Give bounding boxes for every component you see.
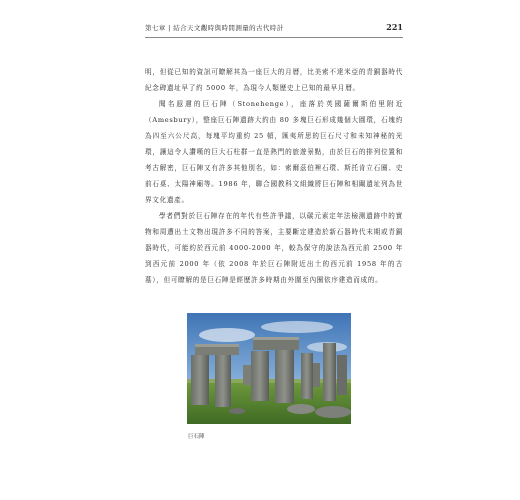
paragraph: 聞名遐邇的巨石陣（Stonehenge），座落於英國薩爾斯伯里附近（Amesbury），整座巨石陣遺跡大約由 80 多塊巨石形成幾個大圓環，石塊約為四至六公尺高，每塊平均重約 25 頓，匯夷所思的巨石尺寸和未知神秘的光環，讓這令人讚嘆的巨大石柱群一直是熱門的旅遊景點，由於巨石的排列位置和考古解密，巨石陣又有許多其他別名，如：索爾茲伯裡石環、斯托肯立石圈、史前石桌、太陽神廟等。1986 年，聯合國教科文組織將巨石陣和相關遺址列為世界文化遺產。: [145, 100, 403, 204]
chapter-title: 第七章 | 結合天文觀時與時間測量的古代時計: [145, 24, 284, 32]
paragraph: 學者們對於巨石陣存在的年代有些許爭議，以碳元素定年法檢測遺跡中的實物和周遭出土文物出現許多不同的答案，主要斷定建造於新石器時代末期或青銅器時代，可能約於西元前 4000-2000 年，較為保守的說法為西元前 2500 年到西元前 2000 年（依 2008 年於巨石陣附近出土的西元前 1958 年的古墓），但可瞭解的是巨石陣是經歷許多時期由外圍至內圈依序建造而成的。: [145, 212, 403, 284]
body-text: [145, 64, 403, 288]
stonehenge-illustration: [187, 313, 351, 424]
page-header: [145, 23, 403, 38]
stonehenge-photo: [187, 313, 351, 424]
figure-caption: 巨石陣: [188, 434, 205, 440]
paragraph: 明，但從已知的資訊可瞭解其為一座巨大的月曆，比美索不達米亞的青銅器時代紀念碑遺址早了約 5000 年，為現今人類歷史上已知的最早月曆。: [145, 68, 403, 92]
page-number: 221: [386, 22, 403, 32]
